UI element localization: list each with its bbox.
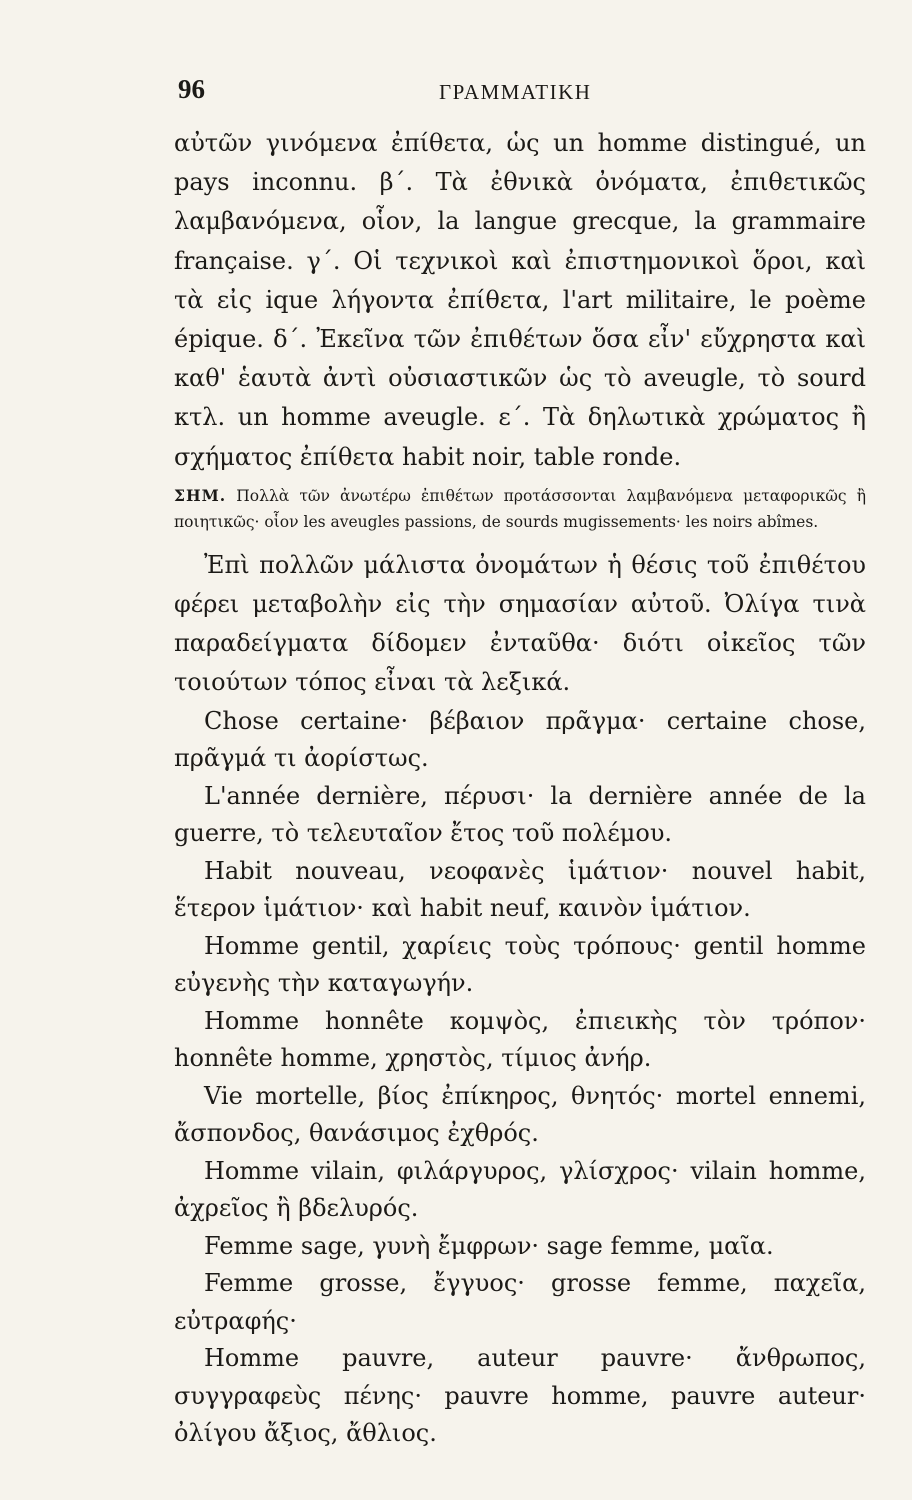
- entry-list-item: Homme pauvre, auteur pauvre· ἄνθρωπος, συγγραφεὺς πένης· pauvre homme, pauvre auteur· ὀλίγου ἄξιος, ἄθλιος.: [174, 1344, 866, 1448]
- paragraph-continuation: αὐτῶν γινόμενα ἐπίθετα, ὡς un homme distingué, un pays inconnu. β΄. Τὰ ἐθνικὰ ὀνόματα, ἐπιθετικῶς λαμβανόμενα, οἷον, la langue grecque, la grammaire française. γ΄. Οἱ τεχνικοὶ καὶ ἐπιστημονικοὶ ὅροι, καὶ τὰ εἰς ique λήγοντα ἐπίθετα, l'art militaire, le poème épique. δ΄. Ἐκεῖνα τῶν ἐπιθέτων ὅσα εἶν' εὔχρηστα καὶ καθ' ἑαυτὰ ἀντὶ οὐσιαστικῶν ὡς τὸ aveugle, τὸ sourd κτλ. un homme aveugle. ε΄. Τὰ δηλωτικὰ χρώματος ἢ σχήματος ἐπίθετα habit noir, table ronde.: [174, 129, 866, 471]
- entry-list-item: Vie mortelle, βίος ἐπίκηρος, θνητός· mortel ennemi, ἄσπονδος, θανάσιμος ἐχθρός.: [174, 1081, 866, 1148]
- page-body: [174, 124, 866, 1453]
- page-header: [174, 74, 866, 114]
- note: [174, 483, 866, 536]
- entry-list-item: Femme grosse, ἔγγυος· grosse femme, παχεῖα, εὐτραφής·: [174, 1269, 866, 1335]
- running-title: ΓΡΑΜΜΑΤΙΚΗ: [439, 80, 592, 104]
- entry-list-item: Homme gentil, χαρίεις τοὺς τρόπους· gentil homme εὐγενὴς τὴν καταγωγήν.: [174, 931, 866, 998]
- entry-list-item: Chose certaine· βέβαιον πρᾶγμα· certaine chose, πρᾶγμά τι ἀορίστως.: [174, 706, 866, 773]
- note-label: ΣΗΜ.: [174, 485, 227, 505]
- paragraph-intro: Ἐπὶ πολλῶν μάλιστα ὀνομάτων ἡ θέσις τοῦ ἐπιθέτου φέρει μεταβολὴν εἰς τὴν σημασίαν αὐτοῦ. Ὀλίγα τινὰ παραδείγματα δίδομεν ἐνταῦθα· διότι οἰκεῖος τῶν τοιούτων τόπος εἶναι τὰ λεξικά.: [174, 550, 866, 697]
- note-text: Πολλὰ τῶν ἀνωτέρω ἐπιθέτων προτάσσονται λαμβανόμενα μεταφορικῶς ἢ ποιητικῶς· οἷον les aveugles passions, de sourds mugissements· les noirs abîmes.: [174, 486, 866, 532]
- entry-list-item: Homme vilain, φιλάργυρος, γλίσχρος· vilain homme, ἀχρεῖος ἢ βδελυρός.: [174, 1156, 866, 1223]
- entry-list-item: Habit nouveau, νεοφανὲς ἱμάτιον· nouvel habit, ἕτερον ἱμάτιον· καὶ habit neuf, καινὸν ἱμάτιον.: [174, 856, 866, 923]
- entry-list-item: Femme sage, γυνὴ ἔμφρων· sage femme, μαῖα.: [204, 1231, 774, 1260]
- entry-list-item: L'année dernière, πέρυσι· la dernière année de la guerre, τὸ τελευταῖον ἔτος τοῦ πολέμου.: [174, 781, 866, 848]
- entry-list-item: Homme honnête κομψὸς, ἐπιεικὴς τὸν τρόπον· honnête homme, χρηστὸς, τίμιος ἀνήρ.: [174, 1006, 866, 1073]
- page-number: 96: [178, 74, 205, 104]
